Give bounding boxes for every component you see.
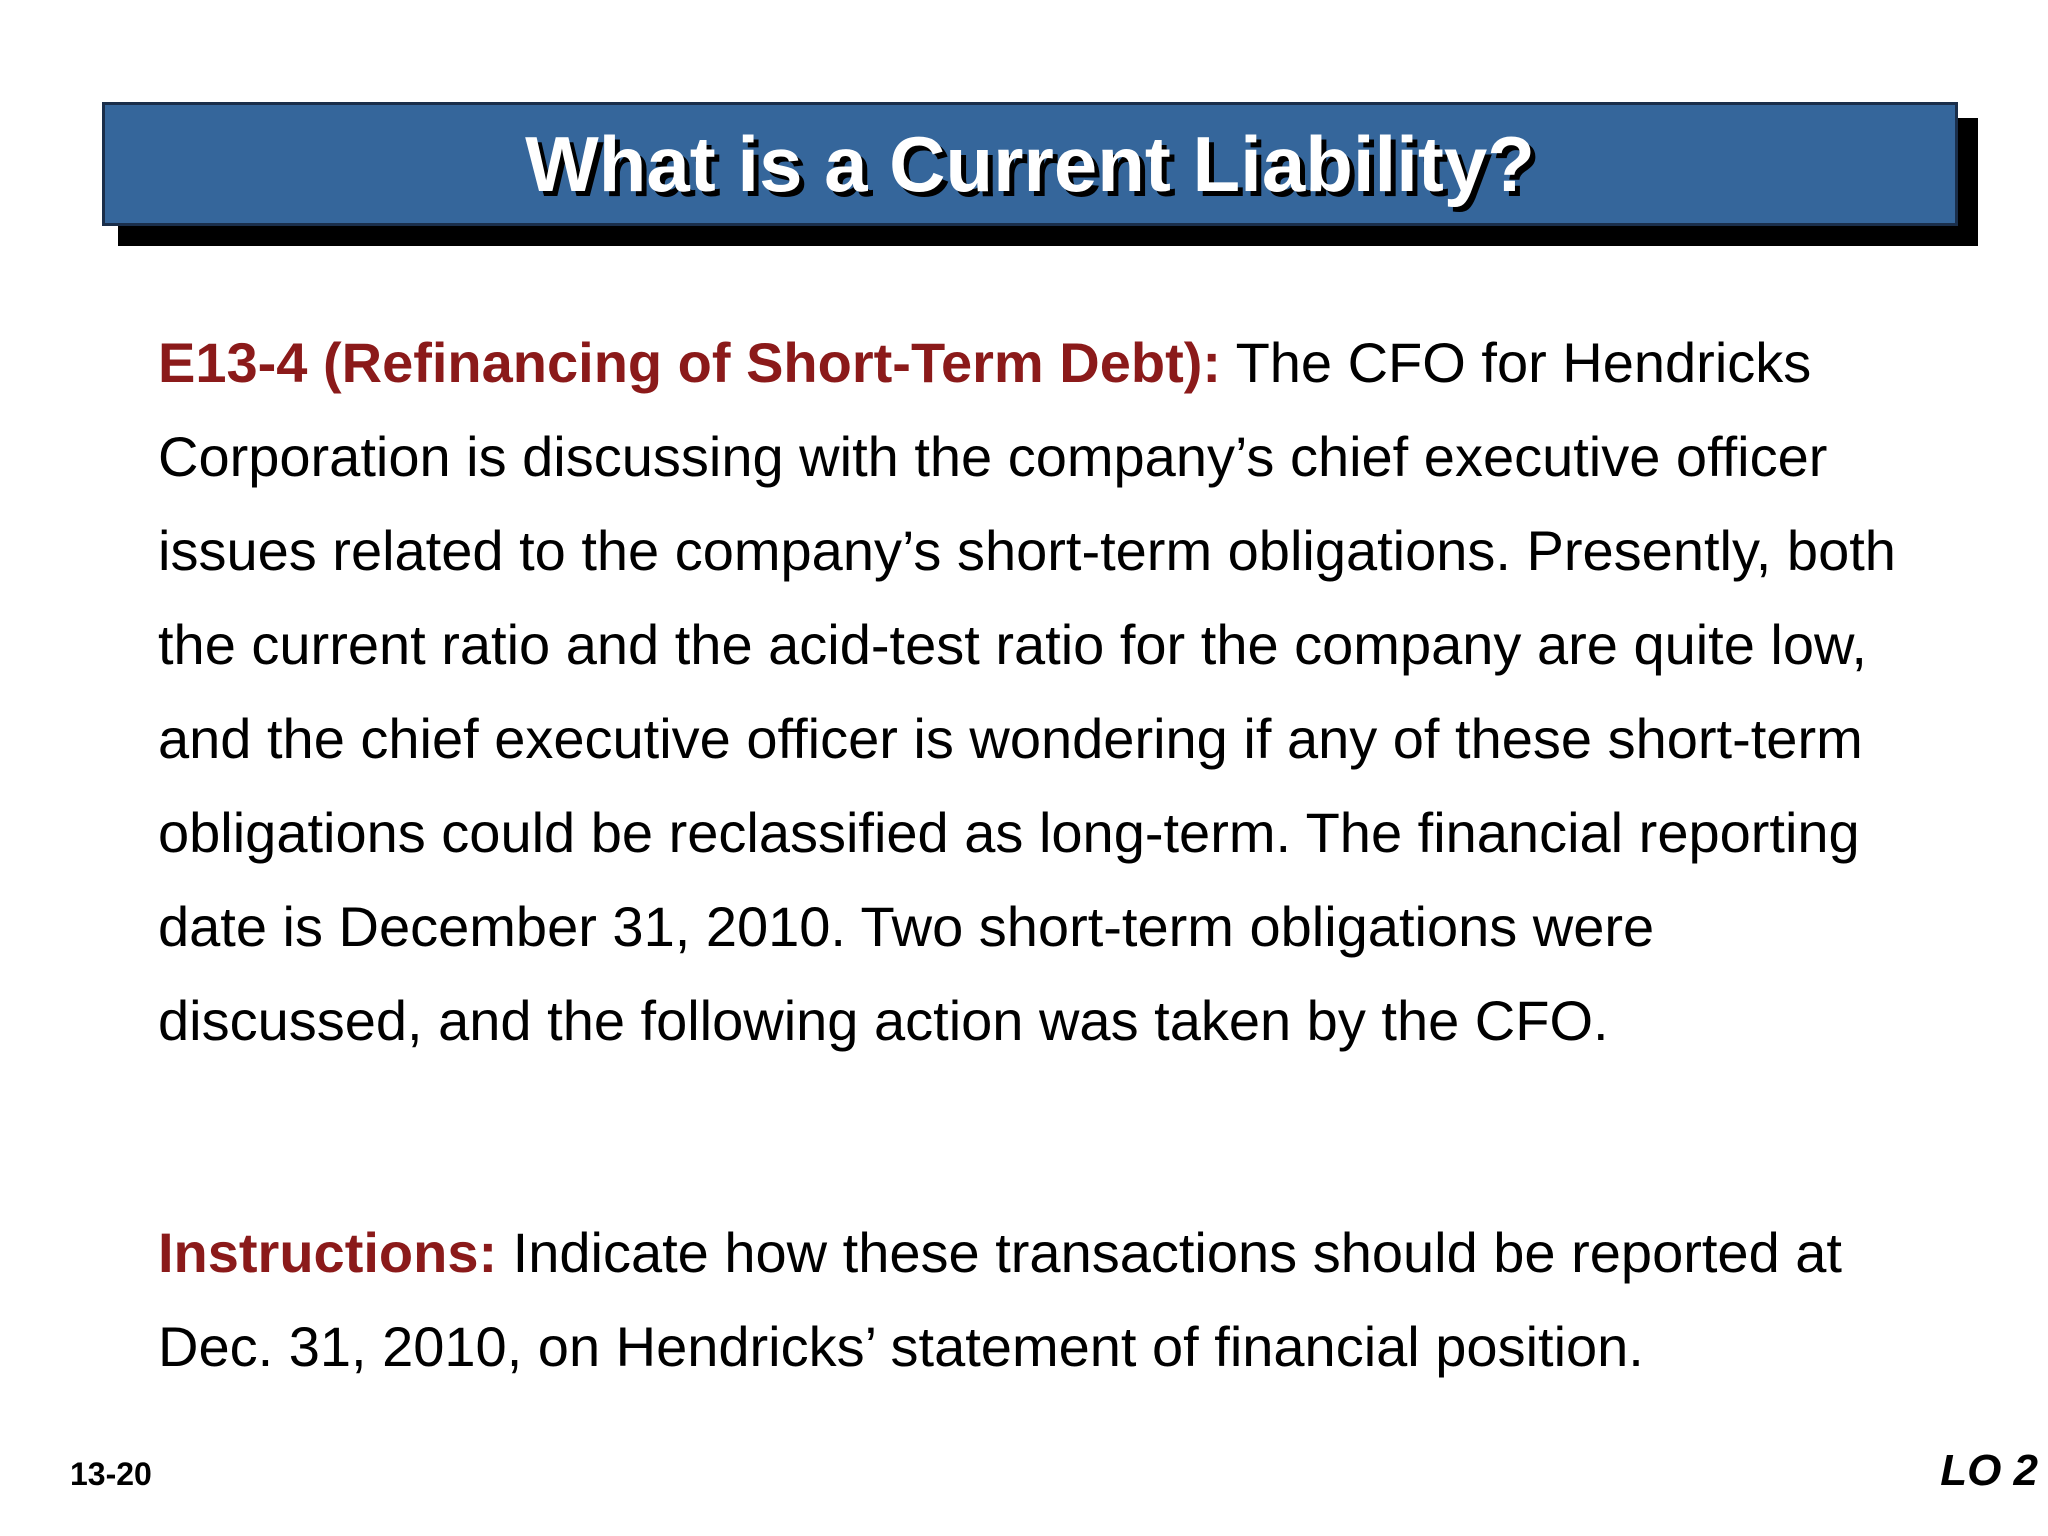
learning-objective: LO 2: [1940, 1446, 2038, 1495]
slide-title: What is a Current Liability?: [525, 119, 1535, 208]
exercise-text: The CFO for Hendricks Corporation is discussing with the company’s chief executive officer issues related to the company’s short-term obligations. Presently, both the current ratio and the acid-test ratio for the company are quite low, and the chief executive officer is wondering if any of these short-term obligations could be reclassified as long-term. The financial reporting date is December 31, 2010. Two short-term obligations were discussed, and the following action was taken by the CFO.: [158, 331, 1896, 1052]
instructions-paragraph: [158, 1206, 1918, 1394]
instructions-text: Indicate how these transactions should be reported at Dec. 31, 2010, on Hendricks’ statement of financial position.: [158, 1221, 1842, 1378]
exercise-paragraph: [158, 316, 1918, 1068]
instructions-heading: Instructions:: [158, 1221, 498, 1284]
exercise-heading: E13-4 (Refinancing of Short-Term Debt):: [158, 331, 1222, 394]
title-bar: [102, 102, 1958, 226]
page-number: 13-20: [70, 1456, 152, 1492]
